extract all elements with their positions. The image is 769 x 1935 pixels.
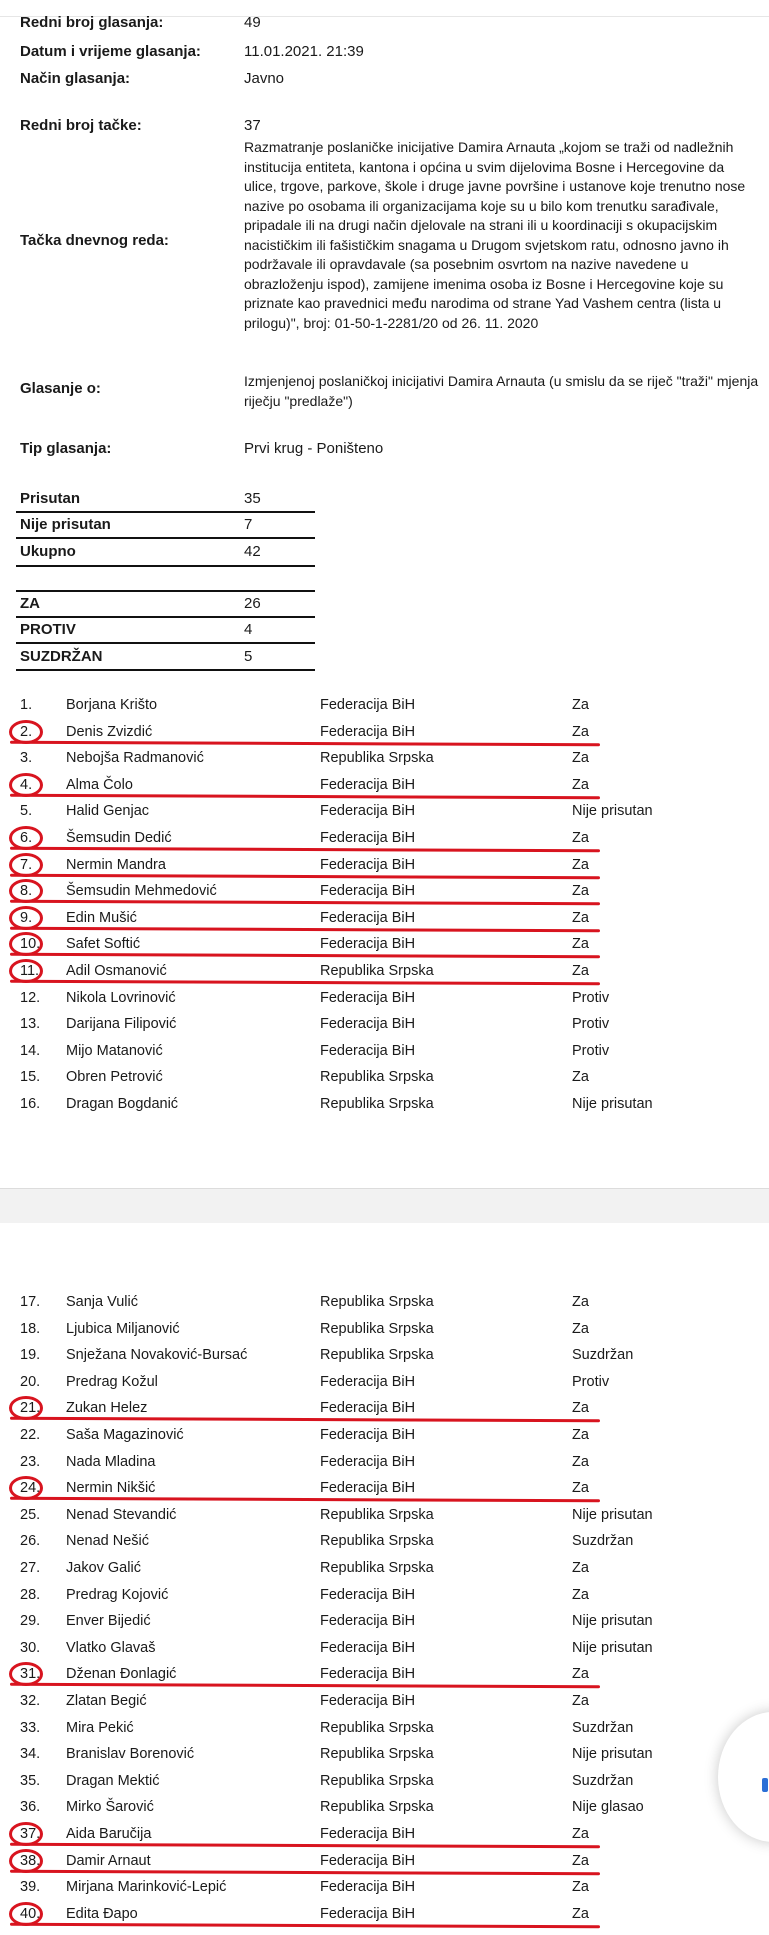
- table-row: [0, 1343, 769, 1369]
- row-number: 4.: [20, 776, 33, 793]
- member-vote: Za: [572, 1905, 589, 1922]
- value-nacin-glasanja: Javno: [244, 70, 285, 87]
- table-row: [0, 1583, 769, 1609]
- table-row: [0, 1092, 769, 1118]
- member-entity: Federacija BiH: [320, 856, 416, 873]
- member-entity: Republika Srpska: [320, 1294, 434, 1310]
- red-underline-marker: [10, 740, 600, 746]
- table-row: [0, 1662, 769, 1688]
- member-name: Jakov Galić: [66, 1560, 141, 1576]
- row-number: 24.: [20, 1480, 41, 1497]
- table-row: [0, 1290, 769, 1316]
- row-number: 36.: [20, 1799, 41, 1816]
- row-number: 3.: [20, 750, 33, 767]
- row-number: 38.: [20, 1852, 41, 1869]
- table-row: [0, 932, 769, 958]
- member-vote: Za: [572, 1320, 589, 1337]
- attendance-value-prisutan: 35: [244, 490, 261, 507]
- member-entity: Republika Srpska: [320, 963, 434, 979]
- member-vote: Za: [572, 1069, 589, 1086]
- red-underline-marker: [10, 1683, 600, 1689]
- member-vote: Protiv: [572, 989, 610, 1006]
- label-tacka-dnevnog-reda: Tačka dnevnog reda:: [20, 232, 169, 249]
- red-underline-marker: [10, 1417, 600, 1423]
- row-number: 12.: [20, 989, 41, 1006]
- member-entity: Federacija BiH: [320, 1639, 416, 1656]
- member-name: Zlatan Begić: [66, 1693, 147, 1709]
- table-row: [0, 1476, 769, 1502]
- row-number: 26.: [20, 1533, 41, 1550]
- row-number: 6.: [20, 830, 33, 846]
- table-row: [0, 1636, 769, 1662]
- member-name: Nebojša Radmanović: [66, 750, 204, 767]
- member-entity: Republika Srpska: [320, 1799, 434, 1816]
- red-underline-marker: [10, 794, 600, 800]
- bubble-icon: [762, 1778, 768, 1792]
- member-name: Mirko Šarović: [66, 1799, 154, 1816]
- document-page-2: [0, 1223, 769, 1935]
- member-entity: Federacija BiH: [320, 1373, 416, 1390]
- table-row: [0, 826, 769, 852]
- table-row: [0, 1769, 769, 1795]
- table-row: [0, 1065, 769, 1091]
- member-name: Mira Pekić: [66, 1719, 134, 1736]
- table-row: [0, 1716, 769, 1742]
- member-vote: Suzdržan: [572, 1719, 634, 1736]
- member-name: Saša Magazinović: [66, 1427, 184, 1443]
- row-number: 33.: [20, 1719, 41, 1736]
- member-entity: Republika Srpska: [320, 1719, 434, 1736]
- table-row: [0, 1609, 769, 1635]
- member-vote: Za: [572, 750, 589, 767]
- row-number: 13.: [20, 1016, 41, 1033]
- member-vote: Nije prisutan: [572, 1639, 653, 1656]
- member-entity: Federacija BiH: [320, 1666, 416, 1683]
- value-tip-glasanja: Prvi krug - Poništeno: [244, 440, 384, 457]
- result-label-protiv: PROTIV: [20, 621, 76, 638]
- table-rule: [16, 565, 315, 567]
- row-number: 34.: [20, 1746, 41, 1763]
- label-glasanje-o: Glasanje o:: [20, 380, 101, 397]
- row-number: 5.: [20, 803, 33, 820]
- member-name: Nenad Stevandić: [66, 1506, 177, 1523]
- member-entity: Republika Srpska: [320, 1560, 434, 1576]
- red-underline-marker: [10, 927, 600, 933]
- red-underline-marker: [10, 1869, 600, 1875]
- member-entity: Federacija BiH: [320, 803, 416, 820]
- table-row: [0, 879, 769, 905]
- member-vote: Protiv: [572, 1016, 610, 1033]
- table-row: [0, 693, 769, 719]
- member-entity: Federacija BiH: [320, 1879, 416, 1896]
- member-vote: Za: [572, 1852, 589, 1869]
- table-row: [0, 1822, 769, 1848]
- member-vote: Za: [572, 909, 589, 926]
- attendance-value-nije-prisutan: 7: [244, 516, 253, 533]
- member-entity: Federacija BiH: [320, 909, 416, 926]
- table-row: [0, 1742, 769, 1768]
- row-number: 28.: [20, 1586, 41, 1603]
- table-row: [0, 1875, 769, 1901]
- member-entity: Republika Srpska: [320, 1096, 434, 1112]
- label-redni-broj-tacke: Redni broj tačke:: [20, 117, 142, 134]
- member-name: Edita Đapo: [66, 1905, 138, 1922]
- attendance-label-ukupno: Ukupno: [20, 543, 76, 560]
- member-entity: Republika Srpska: [320, 1533, 434, 1550]
- row-number: 2.: [20, 723, 33, 740]
- row-number: 11.: [20, 963, 40, 979]
- value-datum: 11.01.2021. 21:39: [244, 43, 364, 60]
- member-entity: Federacija BiH: [320, 776, 416, 793]
- label-nacin-glasanja: Način glasanja:: [20, 70, 131, 87]
- member-vote: Za: [572, 1693, 589, 1709]
- table-rule: [16, 511, 315, 513]
- member-name: Vlatko Glavaš: [66, 1639, 156, 1656]
- member-vote: Za: [572, 856, 589, 873]
- table-rule: [16, 642, 315, 644]
- row-number: 16.: [20, 1096, 41, 1112]
- row-number: 22.: [20, 1427, 41, 1443]
- table-row: [0, 959, 769, 985]
- member-vote: Za: [572, 963, 589, 979]
- red-underline-marker: [10, 1497, 600, 1503]
- table-row: [0, 853, 769, 879]
- member-name: Branislav Borenović: [66, 1746, 195, 1763]
- value-tacka-dnevnog-reda: Razmatranje poslaničke inicijative Damira Arnauta „kojom se traži od nadležnih institucija entiteta, kantona i općina u svim dijelovima Bosne i Hercegovine da ulice, trgove, parkove, škole i druge javne površine i ustanove koje trenutno nose nazive po osobama ili organizacijama koje su u bilo kom trenutku sarađivale, pripadale ili na drugi način djelovale na strani ili u koordinaciji s okupacijskim nacističkim ili fašističkim snagama u Drugom svjetskom ratu, odnosno javno ih podržavale ili opravdavale (sa posebnim osvrtom na nazive navedene u obrazloženju ispod), zamijene imenima osoba iz Bosne i Hercegovine koje su priznate kao pravednici među narodima od strane Yad Vashem centra (lista u prilogu)", broj: 01-50-1-2281/20 od 26. 11. 2020: [244, 139, 746, 331]
- table-rule: [16, 669, 315, 671]
- red-underline-marker: [10, 873, 600, 879]
- row-number: 15.: [20, 1069, 41, 1086]
- row-number: 30.: [20, 1639, 41, 1656]
- member-entity: Republika Srpska: [320, 1506, 434, 1523]
- member-entity: Federacija BiH: [320, 697, 416, 713]
- member-entity: Federacija BiH: [320, 989, 416, 1006]
- attendance-label-nije-prisutan: Nije prisutan: [20, 516, 111, 533]
- member-name: Nada Mladina: [66, 1453, 156, 1470]
- member-entity: Federacija BiH: [320, 1613, 416, 1630]
- member-name: Alma Čolo: [66, 776, 133, 793]
- row-number: 29.: [20, 1613, 41, 1630]
- red-underline-marker: [10, 1843, 600, 1849]
- row-number: 10.: [20, 936, 41, 953]
- attendance-label-prisutan: Prisutan: [20, 490, 81, 507]
- member-vote: Protiv: [572, 1373, 610, 1390]
- table-row: [0, 1529, 769, 1555]
- member-name: Obren Petrović: [66, 1069, 163, 1086]
- member-name: Šemsudin Mehmedović: [66, 883, 217, 900]
- row-number: 9.: [20, 909, 33, 926]
- label-tip-glasanja: Tip glasanja:: [20, 440, 112, 457]
- member-entity: Federacija BiH: [320, 1693, 416, 1709]
- row-number: 8.: [20, 883, 33, 900]
- table-row: [0, 1370, 769, 1396]
- member-entity: Federacija BiH: [320, 723, 416, 740]
- member-entity: Republika Srpska: [320, 1069, 434, 1086]
- member-entity: Republika Srpska: [320, 1772, 434, 1789]
- table-row: [0, 906, 769, 932]
- result-value-za: 26: [244, 595, 261, 612]
- member-name: Adil Osmanović: [66, 963, 167, 979]
- member-entity: Federacija BiH: [320, 1427, 416, 1443]
- member-entity: Federacija BiH: [320, 1480, 416, 1497]
- member-vote: Za: [572, 1453, 589, 1470]
- member-vote: Za: [572, 776, 589, 793]
- red-underline-marker: [10, 980, 600, 986]
- member-name: Predrag Kojović: [66, 1586, 169, 1603]
- result-value-protiv: 4: [244, 621, 253, 638]
- attendance-value-ukupno: 42: [244, 543, 261, 560]
- table-row: [0, 1556, 769, 1582]
- member-vote: Nije prisutan: [572, 1506, 653, 1523]
- member-vote: Za: [572, 1480, 589, 1497]
- member-vote: Suzdržan: [572, 1772, 634, 1789]
- member-name: Enver Bijedić: [66, 1613, 151, 1630]
- member-vote: Za: [572, 830, 589, 846]
- table-row: [0, 1012, 769, 1038]
- member-vote: Suzdržan: [572, 1347, 634, 1364]
- table-rule: [16, 537, 315, 539]
- member-entity: Republika Srpska: [320, 1347, 434, 1364]
- member-name: Safet Softić: [66, 936, 141, 953]
- member-vote: Za: [572, 883, 589, 900]
- member-entity: Federacija BiH: [320, 1852, 416, 1869]
- member-name: Edin Mušić: [66, 909, 137, 926]
- member-vote: Nije prisutan: [572, 1746, 653, 1763]
- member-vote: Protiv: [572, 1042, 610, 1059]
- member-name: Šemsudin Dedić: [66, 830, 172, 846]
- table-row: [0, 1396, 769, 1422]
- member-entity: Federacija BiH: [320, 830, 416, 846]
- member-name: Mijo Matanović: [66, 1042, 163, 1059]
- row-number: 32.: [20, 1693, 41, 1709]
- member-vote: Za: [572, 723, 589, 740]
- row-number: 25.: [20, 1506, 41, 1523]
- member-name: Damir Arnaut: [66, 1852, 151, 1869]
- value-glasanje-o: Izmjenjenoj poslaničkoj inicijativi Damira Arnauta (u smislu da se riječ "traži" mjenja riječju "predlaže"): [244, 373, 759, 409]
- member-entity: Federacija BiH: [320, 1905, 416, 1922]
- row-number: 14.: [20, 1042, 41, 1059]
- member-entity: Federacija BiH: [320, 936, 416, 953]
- member-vote: Nije prisutan: [572, 803, 653, 820]
- row-number: 40.: [20, 1905, 41, 1922]
- member-vote: Suzdržan: [572, 1533, 634, 1550]
- member-vote: Za: [572, 1294, 589, 1310]
- row-number: 18.: [20, 1320, 41, 1337]
- member-entity: Federacija BiH: [320, 1453, 416, 1470]
- member-name: Dragan Mektić: [66, 1772, 160, 1789]
- row-number: 21.: [20, 1400, 41, 1417]
- table-row: [0, 799, 769, 825]
- member-vote: Za: [572, 1826, 589, 1842]
- member-vote: Za: [572, 1560, 589, 1576]
- member-vote: Za: [572, 1666, 589, 1683]
- row-number: 23.: [20, 1453, 41, 1470]
- member-entity: Federacija BiH: [320, 1042, 416, 1059]
- row-number: 20.: [20, 1373, 41, 1390]
- member-name: Halid Genjac: [66, 803, 150, 820]
- member-vote: Za: [572, 936, 589, 953]
- member-entity: Federacija BiH: [320, 1586, 416, 1603]
- member-name: Sanja Vulić: [66, 1294, 139, 1310]
- label-redni-broj-glasanja: Redni broj glasanja:: [20, 14, 164, 31]
- member-name: Zukan Helez: [66, 1400, 148, 1417]
- table-row: [0, 1450, 769, 1476]
- table-rule: [16, 590, 315, 592]
- result-label-suzdrzan: SUZDRŽAN: [20, 648, 103, 665]
- member-name: Snježana Novaković-Bursać: [66, 1347, 248, 1364]
- member-vote: Za: [572, 1586, 589, 1603]
- row-number: 19.: [20, 1347, 41, 1364]
- member-name: Dragan Bogdanić: [66, 1096, 179, 1112]
- result-value-suzdrzan: 5: [244, 648, 253, 665]
- member-entity: Federacija BiH: [320, 883, 416, 900]
- table-row: [0, 1849, 769, 1875]
- member-name: Borjana Krišto: [66, 697, 158, 713]
- red-underline-marker: [10, 900, 600, 906]
- member-vote: Nije prisutan: [572, 1096, 653, 1112]
- row-number: 1.: [20, 697, 33, 713]
- member-name: Dženan Đonlagić: [66, 1666, 177, 1683]
- row-number: 39.: [20, 1879, 41, 1896]
- value-redni-broj-tacke: 37: [244, 117, 261, 134]
- member-name: Darijana Filipović: [66, 1016, 177, 1033]
- member-entity: Republika Srpska: [320, 1320, 434, 1337]
- table-row: [0, 1423, 769, 1449]
- member-name: Aida Baručija: [66, 1826, 152, 1842]
- member-entity: Federacija BiH: [320, 1400, 416, 1417]
- row-number: 37.: [20, 1826, 41, 1842]
- red-underline-marker: [10, 847, 600, 853]
- member-vote: Za: [572, 1427, 589, 1443]
- table-rule: [16, 616, 315, 618]
- member-vote: Za: [572, 1879, 589, 1896]
- row-number: 31.: [20, 1666, 41, 1683]
- table-row: [0, 773, 769, 799]
- member-vote: Nije prisutan: [572, 1613, 653, 1630]
- member-entity: Republika Srpska: [320, 1746, 434, 1763]
- table-row: [0, 720, 769, 746]
- table-row: [0, 1317, 769, 1343]
- member-name: Denis Zvizdić: [66, 723, 153, 740]
- table-row: [0, 746, 769, 772]
- member-entity: Federacija BiH: [320, 1016, 416, 1033]
- member-name: Nermin Nikšić: [66, 1480, 156, 1497]
- member-vote: Za: [572, 697, 589, 713]
- page-separator: [0, 1188, 769, 1224]
- member-vote: Za: [572, 1400, 589, 1417]
- table-row: [0, 1689, 769, 1715]
- row-number: 17.: [20, 1294, 41, 1310]
- label-datum: Datum i vrijeme glasanja:: [20, 43, 201, 60]
- member-name: Predrag Kožul: [66, 1373, 158, 1390]
- value-redni-broj-glasanja: 49: [244, 14, 261, 31]
- member-name: Nermin Mandra: [66, 856, 166, 873]
- table-row: [0, 1039, 769, 1065]
- row-number: 7.: [20, 856, 33, 873]
- table-row: [0, 986, 769, 1012]
- member-name: Ljubica Miljanović: [66, 1320, 180, 1337]
- red-underline-marker: [10, 953, 600, 959]
- table-row: [0, 1902, 769, 1928]
- table-row: [0, 1503, 769, 1529]
- member-vote: Nije glasao: [572, 1799, 644, 1816]
- row-number: 27.: [20, 1560, 41, 1576]
- row-number: 35.: [20, 1772, 41, 1789]
- red-underline-marker: [10, 1923, 600, 1929]
- table-row: [0, 1795, 769, 1821]
- member-entity: Federacija BiH: [320, 1826, 416, 1842]
- member-name: Nikola Lovrinović: [66, 989, 176, 1006]
- member-name: Nenad Nešić: [66, 1533, 150, 1550]
- result-label-za: ZA: [20, 595, 40, 612]
- member-name: Mirjana Marinković-Lepić: [66, 1879, 227, 1896]
- member-entity: Republika Srpska: [320, 750, 434, 767]
